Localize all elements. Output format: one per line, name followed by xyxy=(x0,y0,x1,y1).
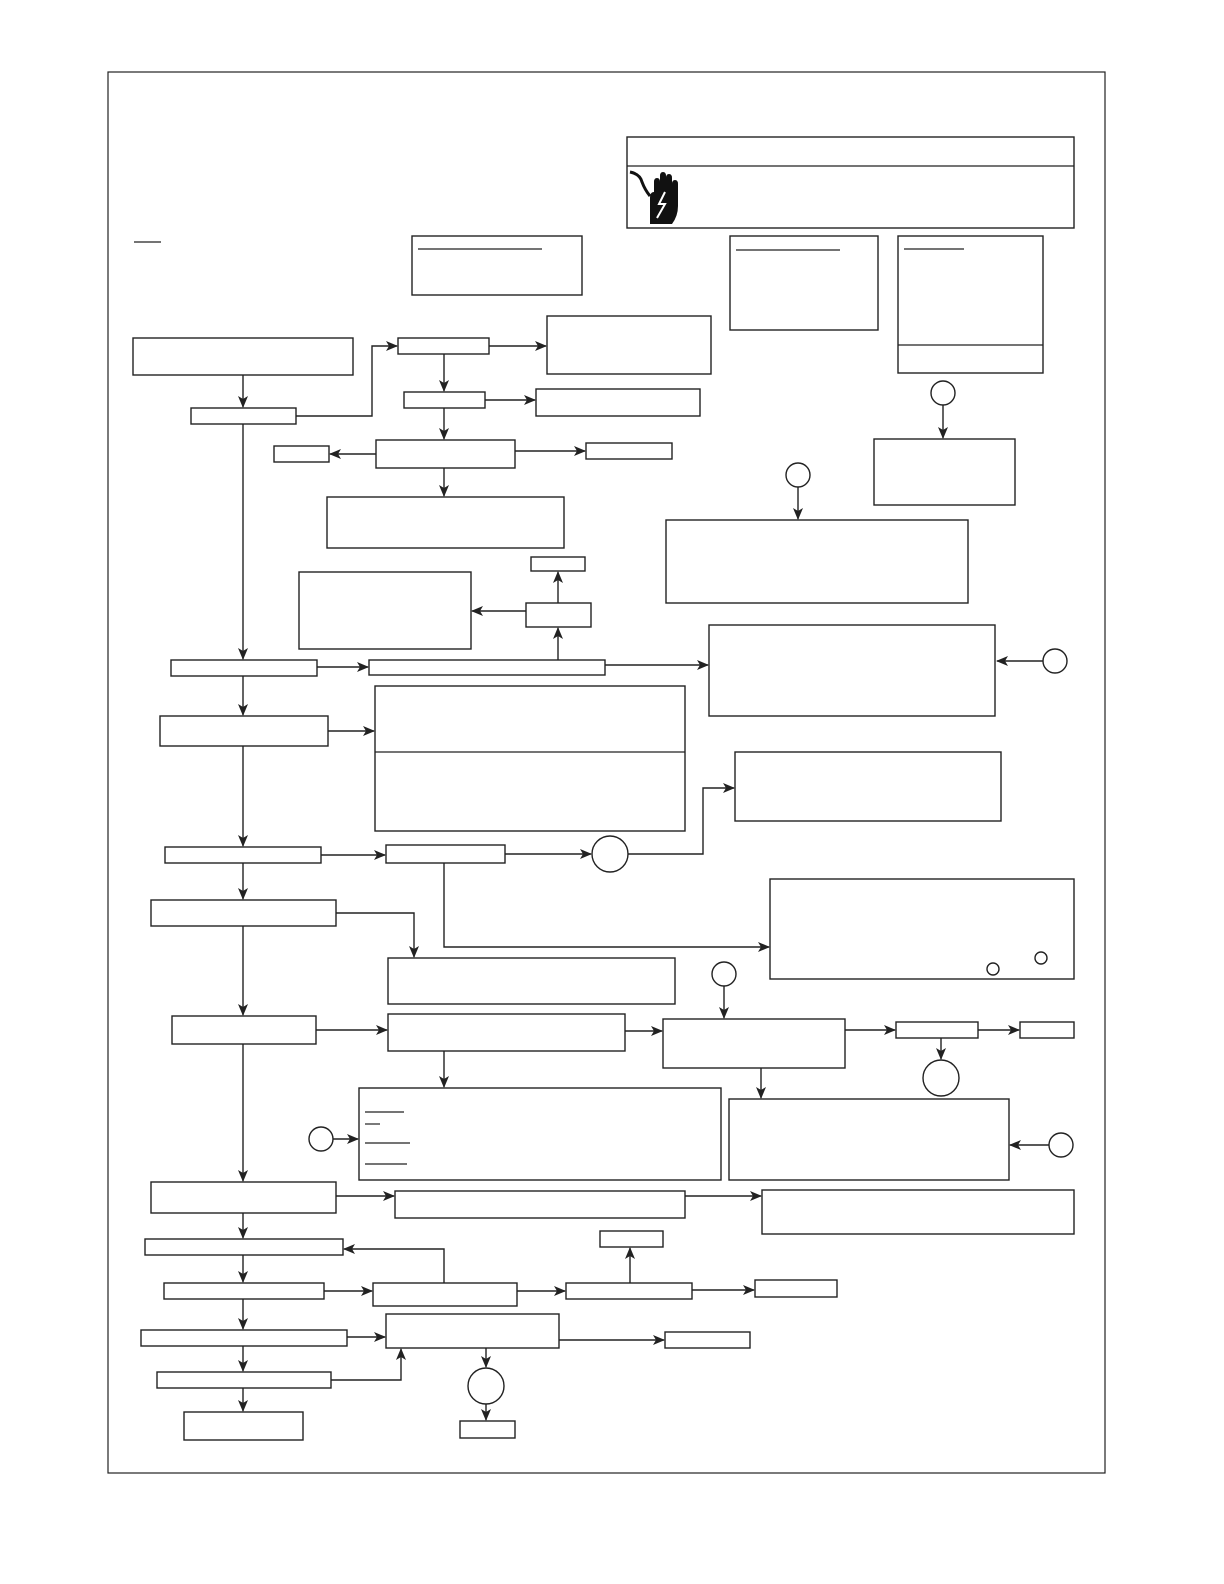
flow-step-10 xyxy=(141,1330,347,1346)
branch-b-action-box xyxy=(299,572,471,649)
info-box-top xyxy=(412,236,582,295)
branch-a-step-2 xyxy=(404,392,485,408)
branch-b-result xyxy=(709,625,995,716)
split-info-box xyxy=(375,686,685,831)
flow-arrow xyxy=(331,1349,401,1380)
branch-i-result xyxy=(762,1190,1074,1234)
branch-f-step xyxy=(386,845,505,863)
connector-circle xyxy=(786,463,810,487)
branch-c-info xyxy=(666,520,968,603)
branch-k-outcome xyxy=(665,1332,750,1348)
flow-step-2 xyxy=(171,660,317,676)
flow-step-end xyxy=(184,1412,303,1440)
branch-k-step xyxy=(386,1314,559,1348)
flow-step-7 xyxy=(151,1182,336,1213)
flow-step-6 xyxy=(172,1016,316,1044)
connector-circle xyxy=(468,1368,504,1404)
flow-step-4 xyxy=(165,847,321,863)
connector-circle xyxy=(592,836,628,872)
flow-arrow xyxy=(344,1249,444,1283)
flow-step-11 xyxy=(157,1372,331,1388)
branch-a-decision xyxy=(376,440,515,468)
flow-step-5 xyxy=(151,900,336,926)
branch-h-outcome-2 xyxy=(1020,1022,1074,1038)
branch-h-result xyxy=(729,1099,1009,1180)
flow-step-start xyxy=(133,338,353,375)
connector-circle xyxy=(309,1127,333,1151)
branch-a-step-1 xyxy=(398,338,489,354)
branch-h-step-2 xyxy=(663,1019,845,1068)
branch-d-info xyxy=(874,439,1015,505)
flow-step-3 xyxy=(160,716,328,746)
branch-j-step-1 xyxy=(373,1283,517,1306)
connector-circle xyxy=(931,381,955,405)
connector-circle xyxy=(1043,649,1067,673)
branch-a-action xyxy=(327,497,564,548)
flow-step-9 xyxy=(164,1283,324,1299)
connector-circle xyxy=(923,1060,959,1096)
branch-h-outcome-1 xyxy=(896,1022,978,1038)
branch-a-right-outcome xyxy=(586,443,672,459)
connector-circle xyxy=(1049,1133,1073,1157)
flow-arrow xyxy=(444,863,769,947)
connector-circle xyxy=(1035,952,1047,964)
warning-box xyxy=(627,137,1074,228)
branch-j-right-outcome xyxy=(755,1280,837,1297)
flow-step-1 xyxy=(191,408,296,424)
branch-h-list-box xyxy=(359,1088,721,1180)
branch-f-large-result xyxy=(770,879,1074,979)
branch-h-step-1 xyxy=(388,1014,625,1051)
connector-circle xyxy=(712,962,736,986)
branch-e-result xyxy=(735,752,1001,821)
branch-j-top-outcome xyxy=(600,1231,663,1247)
branch-i-step xyxy=(395,1191,685,1218)
branch-b-top-outcome xyxy=(531,557,585,571)
branch-a-result-1 xyxy=(547,316,711,374)
legend-box-2 xyxy=(898,236,1043,373)
connector-circle xyxy=(987,963,999,975)
branch-b-check xyxy=(526,603,591,627)
warning-panel xyxy=(627,137,1074,228)
branch-k-end xyxy=(460,1421,515,1438)
branch-g-action xyxy=(388,958,675,1004)
branch-b-long-step xyxy=(369,660,605,675)
flow-step-8 xyxy=(145,1239,343,1255)
flow-arrow xyxy=(336,913,414,957)
branch-j-step-2 xyxy=(566,1283,692,1299)
branch-a-result-2 xyxy=(536,389,700,416)
branch-a-left-outcome xyxy=(274,446,329,462)
